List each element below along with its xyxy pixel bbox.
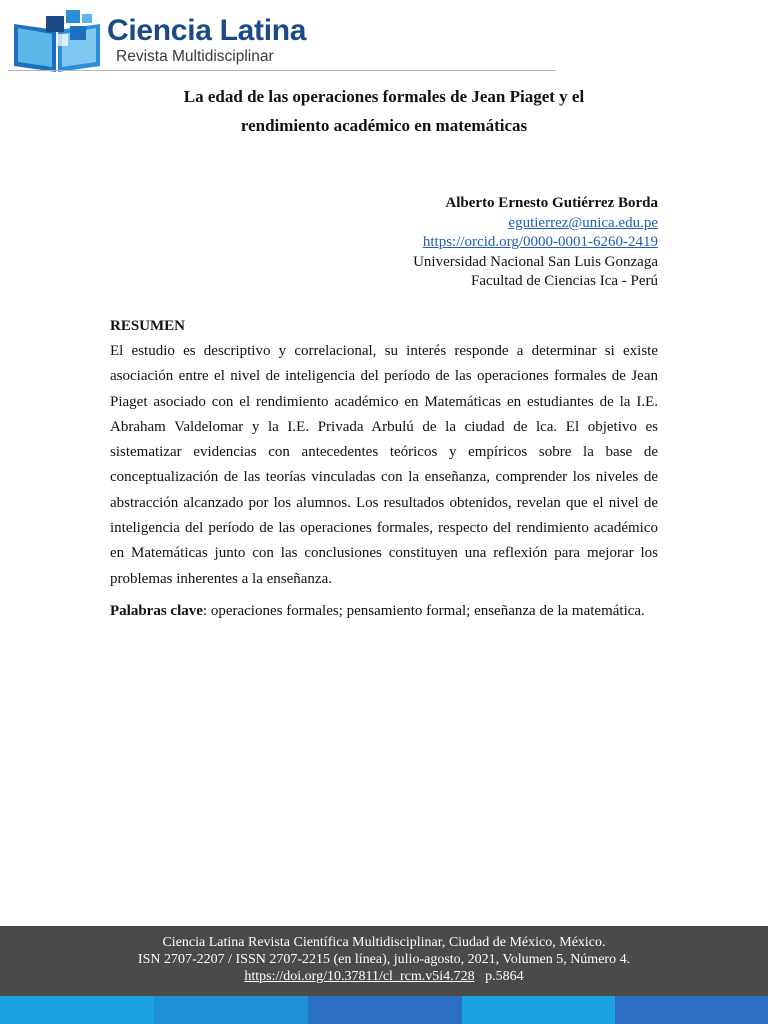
abstract-line: El estudio es descriptivo y correlacional, su interés responde a determinar si existe bbox=[110, 343, 658, 359]
abstract-line: problemas inherentes a la enseñanza. bbox=[110, 570, 332, 587]
author-orcid-link[interactable]: https://orcid.org/0000-0001-6260-2419 bbox=[422, 234, 658, 250]
abstract-line: en Matemáticas junto con las conclusiones constituyen una reflexión para mejorar los bbox=[110, 545, 658, 562]
journal-brand-subtitle: Revista Multidisciplinar bbox=[116, 48, 274, 65]
footer-stripe bbox=[0, 996, 154, 1024]
footer-line-2: ISN 2707-2207 / ISSN 2707-2215 (en línea), julio-agosto, 2021, Volumen 5, Número 4. bbox=[137, 952, 631, 967]
keywords bbox=[110, 602, 645, 620]
footer-page-number: p.5864 bbox=[485, 969, 524, 984]
footer-stripe bbox=[154, 996, 308, 1024]
abstract-line: inteligencia del período de las operaciones formales, respecto del rendimiento académico bbox=[110, 520, 658, 537]
abstract-line: Abraham Valdelomar y la I.E. Privada Arbulú de la ciudad de lca. El objetivo es bbox=[110, 418, 658, 435]
abstract-heading: RESUMEN bbox=[110, 318, 186, 334]
abstract-line: sistematizar evidencias con antecedentes teóricos y empíricos sobre la base de bbox=[110, 444, 658, 461]
footer-line-1: Ciencia Latina Revista Científica Multidisciplinar, Ciudad de México, México. bbox=[162, 935, 606, 950]
author-faculty: Facultad de Ciencias Ica - Perú bbox=[470, 273, 658, 289]
author-email-link[interactable]: egutierrez@unica.edu.pe bbox=[508, 214, 658, 231]
footer-stripe bbox=[615, 996, 768, 1024]
author-university: Universidad Nacional San Luis Gonzaga bbox=[413, 253, 658, 270]
footer-color-stripes bbox=[0, 996, 768, 1024]
keywords-text: : operaciones formales; pensamiento formal; enseñanza de la matemática. bbox=[202, 603, 645, 619]
abstract-line: abstracción alcanzado por los alumnos. Los resultados obtenidos, revelan que el nivel de bbox=[110, 494, 658, 511]
keywords-label: Palabras clave bbox=[110, 603, 203, 619]
footer-doi-link[interactable]: https://doi.org/10.37811/cl_rcm.v5i4.728 bbox=[244, 969, 475, 984]
open-book-cubes-logo-icon bbox=[12, 10, 104, 74]
article-title-line-2: rendimiento académico en matemáticas bbox=[240, 116, 528, 135]
journal-header bbox=[8, 8, 556, 72]
abstract-body bbox=[110, 339, 658, 592]
abstract-line: conceptualización de las teorías vinculadas con la enseñanza, comprender los niveles de bbox=[110, 469, 658, 486]
footer-stripe bbox=[308, 996, 462, 1024]
author-block bbox=[413, 194, 658, 292]
abstract-line: Piaget asociado con el rendimiento académico en Matemáticas en estudiantes de la I.E. bbox=[110, 393, 658, 410]
journal-footer bbox=[0, 926, 768, 1024]
header-divider bbox=[8, 70, 556, 71]
author-name: Alberto Ernesto Gutiérrez Borda bbox=[445, 195, 658, 211]
journal-brand-name: Ciencia Latina bbox=[107, 14, 307, 47]
footer-stripe bbox=[462, 996, 615, 1024]
article-title-line-1: La edad de las operaciones formales de Jean Piaget y el bbox=[183, 87, 585, 106]
abstract-line: asociación entre el nivel de inteligencia del período de las operaciones formales de Jean bbox=[110, 368, 658, 385]
